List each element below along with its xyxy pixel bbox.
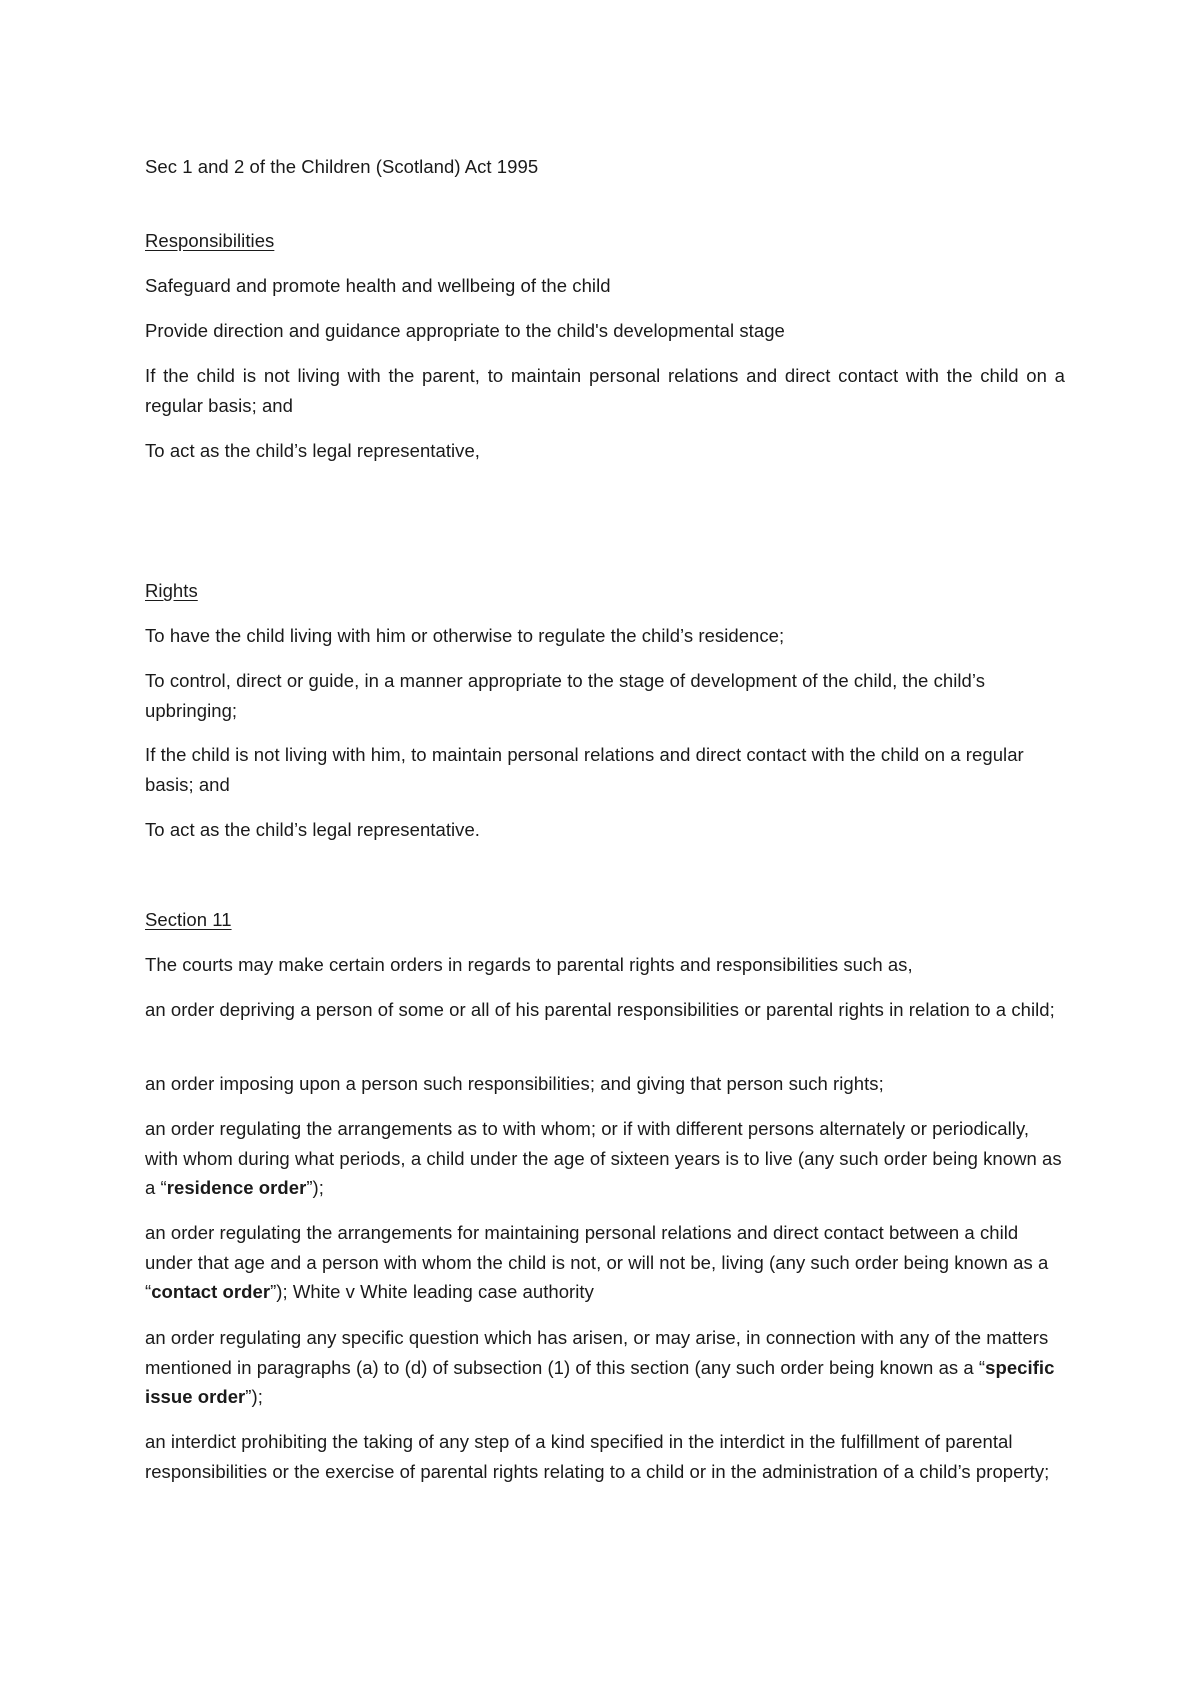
contact-order-term: contact order bbox=[151, 1281, 271, 1302]
responsibility-item: If the child is not living with the parent, to maintain personal relations and direct contact with the child on a regular basis; and bbox=[145, 365, 1065, 416]
rights-item: To control, direct or guide, in a manner appropriate to the stage of development of the child, the child’s upbringing; bbox=[145, 670, 986, 721]
interdict-item: an interdict prohibiting the taking of any step of a kind specified in the interdict in the fulfillment of parental responsibilities or the exercise of parental rights relating to a child or in the administration of a child’s property; bbox=[145, 1431, 1050, 1482]
responsibility-item: Safeguard and promote health and wellbeing of the child bbox=[145, 275, 611, 296]
rights-heading: Rights bbox=[145, 580, 198, 601]
section11-heading: Section 11 bbox=[145, 909, 232, 930]
rights-item: If the child is not living with him, to maintain personal relations and direct contact with the child on a regular basis; and bbox=[145, 744, 1024, 795]
rights-item: To act as the child’s legal representative. bbox=[145, 819, 480, 840]
residence-order-item: an order regulating the arrangements as to with whom; or if with different persons alternately or periodically, with whom during what periods, a child under the age of sixteen years is to live (any such order being known as a “residence order”); bbox=[145, 1118, 1062, 1198]
residence-order-term: residence order bbox=[166, 1177, 307, 1198]
order-item: an order imposing upon a person such responsibilities; and giving that person such rights; bbox=[145, 1073, 884, 1094]
responsibility-item: To act as the child’s legal representative, bbox=[145, 440, 480, 461]
responsibilities-heading: Responsibilities bbox=[145, 230, 275, 251]
order-item: an order depriving a person of some or all of his parental responsibilities or parental rights in relation to a child; bbox=[145, 999, 1055, 1020]
contact-order-item: an order regulating the arrangements for maintaining personal relations and direct contact between a child under that age and a person with whom the child is not, or will not be, living (any such order being known as a “contact order”); White v White leading case authority bbox=[145, 1222, 1049, 1302]
specific-issue-order-term: specific issue order bbox=[145, 1356, 1055, 1407]
responsibility-item: Provide direction and guidance appropriate to the child's developmental stage bbox=[145, 320, 785, 341]
rights-item: To have the child living with him or otherwise to regulate the child’s residence; bbox=[145, 625, 785, 646]
specific-issue-order-item: an order regulating any specific question which has arisen, or may arise, in connection with any of the matters mentioned in paragraphs (a) to (d) of subsection (1) of this section (any such order being known as a “specific issue order”); bbox=[145, 1327, 1055, 1407]
document-title: Sec 1 and 2 of the Children (Scotland) Act 1995 bbox=[145, 156, 539, 177]
section11-intro: The courts may make certain orders in regards to parental rights and responsibilities such as, bbox=[145, 954, 913, 975]
